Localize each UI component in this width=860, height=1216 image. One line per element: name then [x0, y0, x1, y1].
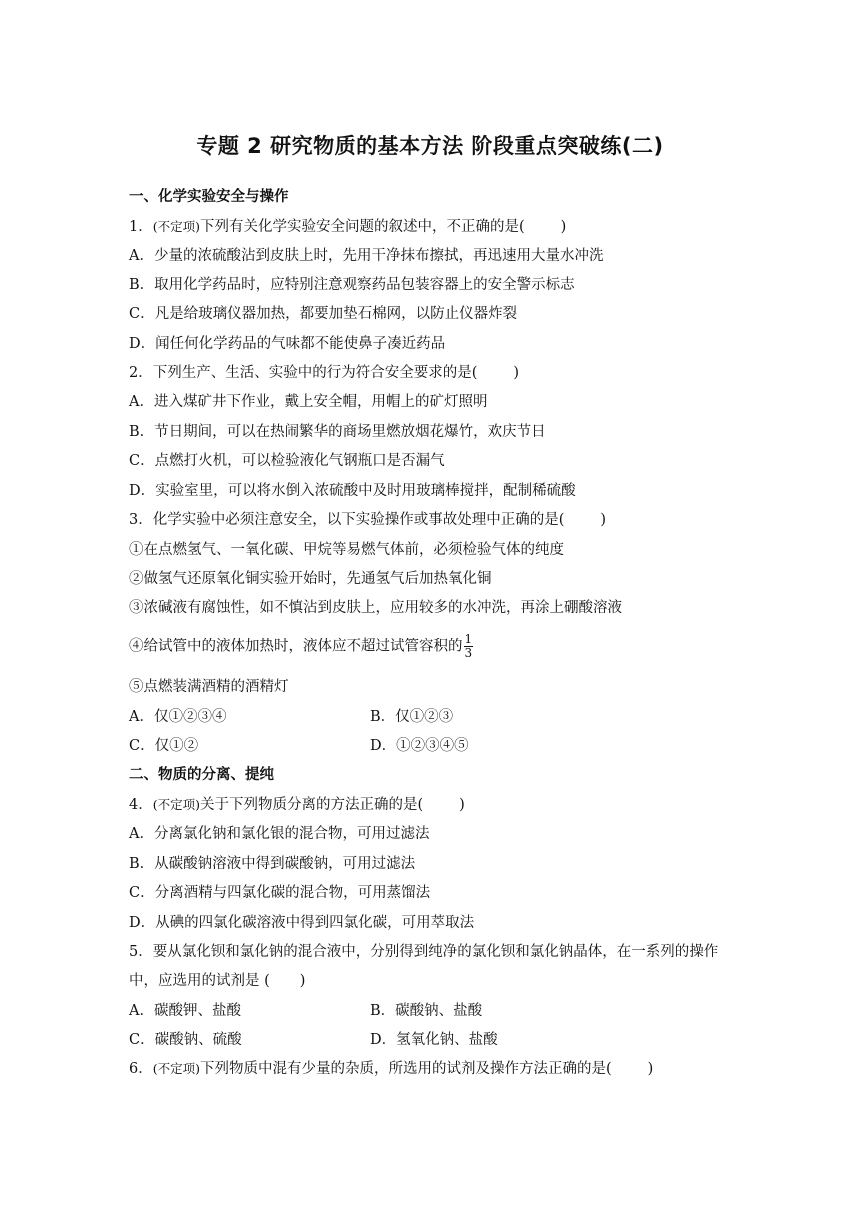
- question-3-option-d: D．①②③④⑤: [370, 738, 469, 754]
- question-4-option-c: C．分离酒精与四氯化碳的混合物，可用蒸馏法: [129, 885, 431, 901]
- question-6-stem: [129, 1058, 653, 1080]
- section-heading-separation: 二、物质的分离、提纯: [129, 767, 274, 783]
- question-5-option-b: B．碳酸钠、盐酸: [370, 1003, 483, 1019]
- question-4-option-b: B．从碳酸钠溶液中得到碳酸钠，可用过滤法: [129, 856, 416, 872]
- question-number: 1．: [129, 219, 153, 235]
- question-tag: (不定项): [152, 797, 200, 812]
- question-2-stem: [129, 362, 519, 384]
- question-3-item-4: [129, 633, 473, 660]
- question-5-stem-line-2: [129, 970, 305, 992]
- question-5-stem-line-1: 5．要从氯化钡和氯化钠的混合液中，分别得到纯净的氯化钡和氯化钠晶体，在一系列的操作: [129, 944, 719, 960]
- section-heading-safety: 一、化学实验安全与操作: [129, 189, 289, 205]
- question-3-option-a: A．仅①②③④: [129, 709, 227, 725]
- question-1-option-d: D．闻任何化学药品的气味都不能使鼻子凑近药品: [129, 336, 446, 352]
- question-3-stem: [129, 509, 606, 531]
- question-text: 中，应选用的试剂是 (: [129, 973, 270, 989]
- question-3-options-row-2: [129, 735, 729, 757]
- answer-bracket: ): [299, 973, 306, 989]
- question-4-option-a: A．分离氯化钠和氯化银的混合物，可用过滤法: [129, 826, 430, 842]
- question-5-option-a: A．碳酸钾、盐酸: [129, 1003, 241, 1019]
- question-text: 关于下列物质分离的方法正确的是(: [200, 797, 424, 813]
- answer-bracket: ): [459, 797, 465, 813]
- question-3-item-3: ③浓碱液有腐蚀性，如不慎沾到皮肤上，应用较多的水冲洗，再涂上硼酸溶液: [129, 600, 622, 616]
- question-3-item-2: ②做氢气还原氧化铜实验开始时，先通氢气后加热氧化铜: [129, 571, 492, 587]
- answer-bracket: ): [560, 219, 567, 235]
- question-4-option-d: D．从碘的四氯化碳溶液中得到四氯化碳，可用萃取法: [129, 915, 475, 931]
- question-text: 下列物质中混有少量的杂质，所选用的试剂及操作方法正确的是(: [200, 1061, 612, 1077]
- question-text: 下列有关化学实验安全问题的叙述中，不正确的是(: [200, 219, 525, 235]
- question-5-option-c: C．碳酸钠、硫酸: [129, 1032, 242, 1048]
- fraction-denominator: 3: [464, 646, 473, 660]
- question-2-option-d: D．实验室里，可以将水倒入浓硫酸中及时用玻璃棒搅拌，配制稀硫酸: [129, 483, 576, 499]
- question-number: 4．: [129, 797, 153, 813]
- question-text: 3．化学实验中必须注意安全，以下实验操作或事故处理中正确的是(: [129, 512, 565, 528]
- question-2-option-c: C．点燃打火机，可以检验液化气钢瓶口是否漏气: [129, 453, 445, 469]
- question-tag: (不定项): [152, 1061, 200, 1076]
- question-1-option-c: C．凡是给玻璃仪器加热，都要加垫石棉网，以防止仪器炸裂: [129, 306, 518, 322]
- question-2-option-a: A．进入煤矿井下作业，戴上安全帽，用帽上的矿灯照明: [129, 394, 488, 410]
- fraction-one-third: [464, 633, 474, 660]
- question-5-options-row-1: [129, 1000, 729, 1022]
- question-1-option-b: B．取用化学药品时，应特别注意观察药品包装容器上的安全警示标志: [129, 277, 575, 293]
- page-title: 专题 2 研究物质的基本方法 阶段重点突破练(二): [196, 134, 664, 158]
- answer-bracket: ): [600, 512, 607, 528]
- question-tag: (不定项): [152, 219, 200, 234]
- question-1-option-a: A．少量的浓硫酸沾到皮肤上时，先用干净抹布擦拭，再迅速用大量水冲洗: [129, 248, 604, 264]
- question-3-item-5: ⑤点燃装满酒精的酒精灯: [129, 679, 289, 695]
- question-1-stem: [129, 216, 566, 238]
- question-number: 6．: [129, 1061, 153, 1077]
- question-5-options-row-2: [129, 1029, 729, 1051]
- item-text: ④给试管中的液体加热时，液体应不超过试管容积的: [129, 638, 463, 655]
- question-4-stem: [129, 794, 465, 816]
- question-2-option-b: B．节日期间，可以在热闹繁华的商场里燃放烟花爆竹，欢庆节日: [129, 424, 546, 440]
- question-3-option-c: C．仅①②: [129, 738, 199, 754]
- question-3-option-b: B．仅①②③: [370, 709, 454, 725]
- answer-bracket: ): [647, 1061, 654, 1077]
- question-5-option-d: D．氢氧化钠、盐酸: [370, 1032, 498, 1048]
- answer-bracket: ): [513, 365, 520, 381]
- question-text: 2．下列生产、生活、实验中的行为符合安全要求的是(: [129, 365, 478, 381]
- fraction-numerator: 1: [464, 632, 473, 646]
- question-3-item-1: ①在点燃氢气、一氧化碳、甲烷等易燃气体前，必须检验气体的纯度: [129, 542, 564, 558]
- question-3-options-row-1: [129, 706, 729, 728]
